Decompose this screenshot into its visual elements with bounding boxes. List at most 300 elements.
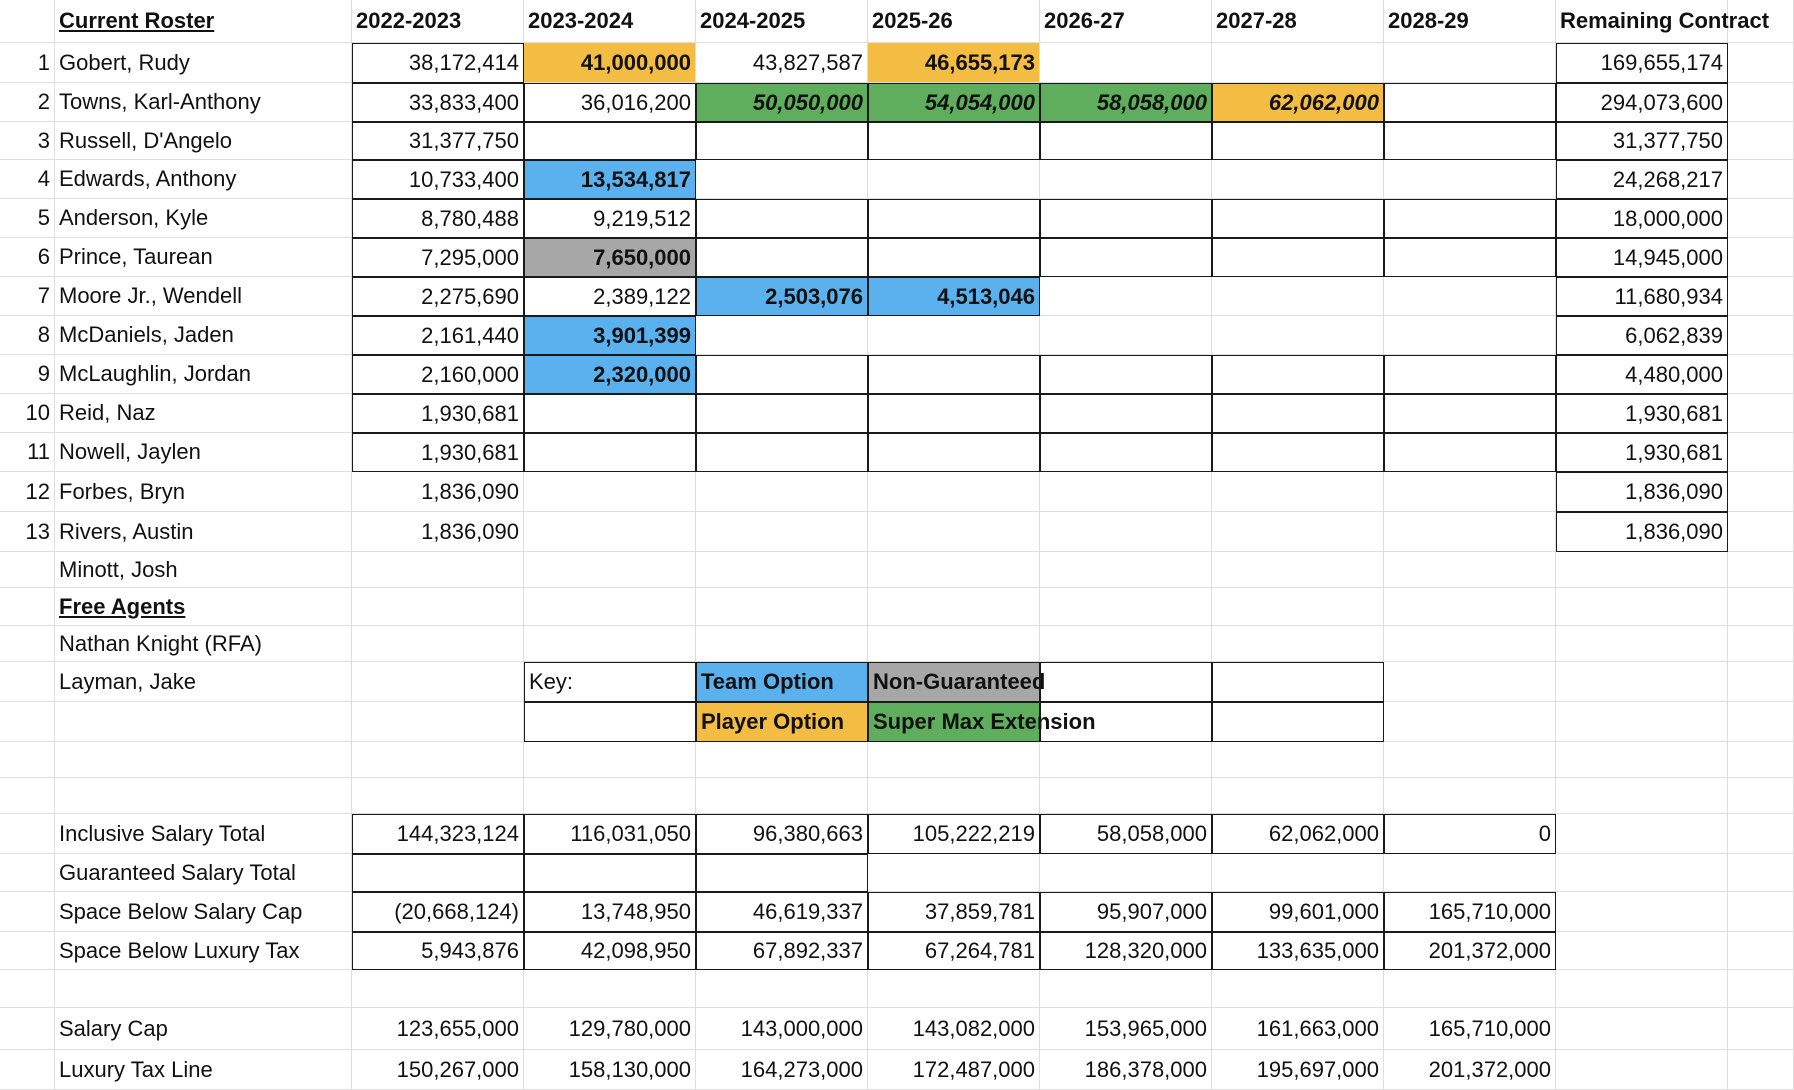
salary-cell[interactable] bbox=[1212, 355, 1384, 394]
grid-cell[interactable] bbox=[1728, 626, 1794, 662]
grid-cell[interactable] bbox=[1040, 626, 1212, 662]
grid-cell[interactable] bbox=[352, 970, 524, 1008]
grid-cell[interactable] bbox=[1728, 394, 1794, 433]
cap-label[interactable]: Luxury Tax Line bbox=[55, 1050, 352, 1090]
totals-value[interactable]: 67,264,781 bbox=[868, 932, 1040, 970]
totals-value[interactable]: 62,062,000 bbox=[1212, 814, 1384, 854]
remaining-contract-cell[interactable]: 24,268,217 bbox=[1556, 160, 1728, 199]
salary-cell[interactable] bbox=[1040, 316, 1212, 355]
grid-cell[interactable] bbox=[1384, 702, 1556, 742]
totals-value[interactable] bbox=[524, 854, 696, 892]
salary-cell[interactable]: 58,058,000 bbox=[1040, 83, 1212, 122]
grid-cell[interactable] bbox=[1556, 662, 1728, 702]
salary-cell[interactable] bbox=[696, 122, 868, 160]
grid-cell[interactable] bbox=[1556, 626, 1728, 662]
salary-cell[interactable] bbox=[1040, 355, 1212, 394]
salary-cell[interactable] bbox=[1040, 122, 1212, 160]
grid-cell[interactable] bbox=[1384, 742, 1556, 778]
grid-cell[interactable] bbox=[1728, 932, 1794, 970]
grid-cell[interactable] bbox=[1728, 778, 1794, 814]
salary-cell[interactable] bbox=[868, 394, 1040, 433]
totals-label[interactable]: Guaranteed Salary Total bbox=[55, 854, 352, 892]
grid-cell[interactable] bbox=[1728, 43, 1794, 83]
totals-value[interactable] bbox=[696, 854, 868, 892]
grid-cell[interactable] bbox=[1384, 626, 1556, 662]
salary-cell[interactable]: 2,275,690 bbox=[352, 277, 524, 316]
salary-cell[interactable] bbox=[524, 512, 696, 552]
grid-cell[interactable] bbox=[1212, 626, 1384, 662]
cap-value[interactable]: 172,487,000 bbox=[868, 1050, 1040, 1090]
grid-cell[interactable] bbox=[868, 742, 1040, 778]
grid-cell[interactable] bbox=[1384, 588, 1556, 626]
grid-cell[interactable] bbox=[1728, 472, 1794, 512]
column-header[interactable]: Remaining Contract bbox=[1556, 0, 1728, 43]
grid-cell[interactable] bbox=[0, 0, 55, 43]
totals-value[interactable]: 13,748,950 bbox=[524, 892, 696, 932]
row-number[interactable]: 2 bbox=[0, 83, 55, 122]
totals-value[interactable]: 5,943,876 bbox=[352, 932, 524, 970]
salary-cell[interactable] bbox=[1040, 512, 1212, 552]
column-header[interactable]: 2022-2023 bbox=[352, 0, 524, 43]
salary-cell[interactable]: 8,780,488 bbox=[352, 199, 524, 238]
salary-cell[interactable] bbox=[1040, 433, 1212, 472]
player-name[interactable]: Nathan Knight (RFA) bbox=[55, 626, 352, 662]
cap-label[interactable]: Salary Cap bbox=[55, 1008, 352, 1050]
salary-cell[interactable] bbox=[1040, 160, 1212, 199]
grid-cell[interactable] bbox=[1212, 552, 1384, 588]
salary-cell[interactable] bbox=[868, 160, 1040, 199]
grid-cell[interactable] bbox=[696, 588, 868, 626]
grid-cell[interactable] bbox=[0, 588, 55, 626]
salary-cell[interactable] bbox=[868, 355, 1040, 394]
grid-cell[interactable] bbox=[524, 552, 696, 588]
salary-cell[interactable] bbox=[1384, 199, 1556, 238]
grid-cell[interactable] bbox=[352, 662, 524, 702]
grid-cell[interactable] bbox=[0, 742, 55, 778]
grid-cell[interactable] bbox=[1728, 1050, 1794, 1090]
salary-cell[interactable]: 33,833,400 bbox=[352, 83, 524, 122]
totals-label[interactable]: Space Below Salary Cap bbox=[55, 892, 352, 932]
totals-value[interactable]: 58,058,000 bbox=[1040, 814, 1212, 854]
grid-cell[interactable] bbox=[868, 588, 1040, 626]
salary-cell[interactable]: 43,827,587 bbox=[696, 43, 868, 83]
player-name[interactable]: Prince, Taurean bbox=[55, 238, 352, 277]
salary-cell[interactable] bbox=[1040, 43, 1212, 83]
totals-value[interactable] bbox=[1384, 854, 1556, 892]
player-name[interactable]: Moore Jr., Wendell bbox=[55, 277, 352, 316]
grid-cell[interactable] bbox=[1556, 814, 1728, 854]
grid-cell[interactable] bbox=[1556, 932, 1728, 970]
salary-cell[interactable] bbox=[1384, 122, 1556, 160]
salary-cell[interactable]: 1,836,090 bbox=[352, 472, 524, 512]
grid-cell[interactable] bbox=[0, 970, 55, 1008]
salary-cell[interactable] bbox=[868, 512, 1040, 552]
row-number[interactable]: 9 bbox=[0, 355, 55, 394]
grid-cell[interactable] bbox=[1384, 970, 1556, 1008]
grid-cell[interactable] bbox=[352, 588, 524, 626]
player-name[interactable]: Nowell, Jaylen bbox=[55, 433, 352, 472]
column-header[interactable]: 2026-27 bbox=[1040, 0, 1212, 43]
column-header[interactable]: 2023-2024 bbox=[524, 0, 696, 43]
salary-cell[interactable] bbox=[1384, 472, 1556, 512]
cap-value[interactable]: 123,655,000 bbox=[352, 1008, 524, 1050]
row-number[interactable]: 11 bbox=[0, 433, 55, 472]
key-empty-cell[interactable] bbox=[1212, 662, 1384, 702]
totals-value[interactable] bbox=[1040, 854, 1212, 892]
grid-cell[interactable] bbox=[1728, 316, 1794, 355]
grid-cell[interactable] bbox=[1556, 702, 1728, 742]
player-name[interactable]: Forbes, Bryn bbox=[55, 472, 352, 512]
salary-cell[interactable]: 1,930,681 bbox=[352, 433, 524, 472]
salary-cell[interactable] bbox=[1040, 277, 1212, 316]
totals-value[interactable]: 165,710,000 bbox=[1384, 892, 1556, 932]
salary-cell[interactable] bbox=[868, 238, 1040, 277]
salary-cell[interactable]: 4,513,046 bbox=[868, 277, 1040, 316]
grid-cell[interactable] bbox=[1212, 778, 1384, 814]
grid-cell[interactable] bbox=[1040, 970, 1212, 1008]
grid-cell[interactable] bbox=[1556, 892, 1728, 932]
salary-cell[interactable]: 2,503,076 bbox=[696, 277, 868, 316]
grid-cell[interactable] bbox=[524, 588, 696, 626]
column-header[interactable]: 2027-28 bbox=[1212, 0, 1384, 43]
grid-cell[interactable] bbox=[1556, 778, 1728, 814]
player-name[interactable]: Gobert, Rudy bbox=[55, 43, 352, 83]
salary-cell[interactable] bbox=[1212, 238, 1384, 277]
grid-cell[interactable] bbox=[1212, 588, 1384, 626]
salary-cell[interactable] bbox=[696, 199, 868, 238]
player-name[interactable]: Minott, Josh bbox=[55, 552, 352, 588]
cap-value[interactable]: 158,130,000 bbox=[524, 1050, 696, 1090]
key-empty-cell[interactable] bbox=[524, 702, 696, 742]
totals-value[interactable]: (20,668,124) bbox=[352, 892, 524, 932]
row-number[interactable]: 3 bbox=[0, 122, 55, 160]
totals-value[interactable] bbox=[1212, 854, 1384, 892]
salary-cell[interactable]: 46,655,173 bbox=[868, 43, 1040, 83]
grid-cell[interactable] bbox=[1728, 970, 1794, 1008]
remaining-contract-cell[interactable]: 1,930,681 bbox=[1556, 433, 1728, 472]
totals-value[interactable]: 128,320,000 bbox=[1040, 932, 1212, 970]
grid-cell[interactable] bbox=[0, 1008, 55, 1050]
salary-cell[interactable] bbox=[1384, 433, 1556, 472]
salary-cell[interactable] bbox=[1212, 512, 1384, 552]
totals-value[interactable] bbox=[352, 854, 524, 892]
salary-cell[interactable] bbox=[1040, 238, 1212, 277]
grid-cell[interactable] bbox=[696, 552, 868, 588]
player-name[interactable]: Russell, D'Angelo bbox=[55, 122, 352, 160]
remaining-contract-cell[interactable]: 18,000,000 bbox=[1556, 199, 1728, 238]
grid-cell[interactable] bbox=[524, 778, 696, 814]
salary-cell[interactable]: 7,650,000 bbox=[524, 238, 696, 277]
salary-cell[interactable] bbox=[524, 122, 696, 160]
row-number[interactable]: 6 bbox=[0, 238, 55, 277]
salary-cell[interactable] bbox=[524, 472, 696, 512]
totals-value[interactable]: 37,859,781 bbox=[868, 892, 1040, 932]
key-empty-cell[interactable] bbox=[1212, 702, 1384, 742]
salary-cell[interactable] bbox=[1384, 277, 1556, 316]
salary-cell[interactable]: 10,733,400 bbox=[352, 160, 524, 199]
remaining-contract-cell[interactable]: 1,836,090 bbox=[1556, 512, 1728, 552]
salary-cell[interactable]: 36,016,200 bbox=[524, 83, 696, 122]
grid-cell[interactable] bbox=[352, 626, 524, 662]
salary-cell[interactable] bbox=[696, 472, 868, 512]
remaining-contract-cell[interactable]: 1,930,681 bbox=[1556, 394, 1728, 433]
salary-cell[interactable] bbox=[868, 433, 1040, 472]
grid-cell[interactable] bbox=[524, 970, 696, 1008]
totals-label[interactable]: Space Below Luxury Tax bbox=[55, 932, 352, 970]
grid-cell[interactable] bbox=[0, 626, 55, 662]
grid-cell[interactable] bbox=[868, 626, 1040, 662]
totals-value[interactable]: 201,372,000 bbox=[1384, 932, 1556, 970]
grid-cell[interactable] bbox=[1728, 355, 1794, 394]
column-header[interactable]: 2028-29 bbox=[1384, 0, 1556, 43]
grid-cell[interactable] bbox=[868, 970, 1040, 1008]
salary-cell[interactable] bbox=[1212, 43, 1384, 83]
remaining-contract-cell[interactable]: 11,680,934 bbox=[1556, 277, 1728, 316]
cap-value[interactable]: 186,378,000 bbox=[1040, 1050, 1212, 1090]
remaining-contract-cell[interactable]: 6,062,839 bbox=[1556, 316, 1728, 355]
salary-cell[interactable] bbox=[524, 394, 696, 433]
cap-value[interactable]: 129,780,000 bbox=[524, 1008, 696, 1050]
grid-cell[interactable] bbox=[1384, 662, 1556, 702]
grid-cell[interactable] bbox=[1040, 588, 1212, 626]
salary-cell[interactable]: 2,389,122 bbox=[524, 277, 696, 316]
salary-cell[interactable] bbox=[1212, 122, 1384, 160]
grid-cell[interactable] bbox=[0, 1050, 55, 1090]
player-name[interactable]: Anderson, Kyle bbox=[55, 199, 352, 238]
totals-value[interactable]: 133,635,000 bbox=[1212, 932, 1384, 970]
salary-cell[interactable] bbox=[1384, 43, 1556, 83]
salary-cell[interactable]: 9,219,512 bbox=[524, 199, 696, 238]
salary-cell[interactable] bbox=[1384, 394, 1556, 433]
column-header[interactable]: 2025-26 bbox=[868, 0, 1040, 43]
salary-cell[interactable]: 7,295,000 bbox=[352, 238, 524, 277]
totals-value[interactable]: 105,222,219 bbox=[868, 814, 1040, 854]
free-agents-heading[interactable]: Free Agents bbox=[55, 588, 352, 626]
grid-cell[interactable] bbox=[55, 970, 352, 1008]
totals-value[interactable] bbox=[868, 854, 1040, 892]
grid-cell[interactable] bbox=[868, 552, 1040, 588]
salary-cell[interactable] bbox=[1384, 160, 1556, 199]
grid-cell[interactable] bbox=[352, 742, 524, 778]
cap-value[interactable]: 150,267,000 bbox=[352, 1050, 524, 1090]
key-empty-cell[interactable] bbox=[1040, 662, 1212, 702]
player-name[interactable]: McLaughlin, Jordan bbox=[55, 355, 352, 394]
grid-cell[interactable] bbox=[1384, 778, 1556, 814]
salary-cell[interactable]: 38,172,414 bbox=[352, 43, 524, 83]
grid-cell[interactable] bbox=[1728, 1008, 1794, 1050]
salary-cell[interactable]: 54,054,000 bbox=[868, 83, 1040, 122]
cap-value[interactable]: 153,965,000 bbox=[1040, 1008, 1212, 1050]
grid-cell[interactable] bbox=[1728, 662, 1794, 702]
grid-cell[interactable] bbox=[1556, 854, 1728, 892]
player-name[interactable]: Reid, Naz bbox=[55, 394, 352, 433]
salary-cell[interactable] bbox=[1212, 160, 1384, 199]
grid-cell[interactable] bbox=[868, 778, 1040, 814]
cap-value[interactable]: 143,082,000 bbox=[868, 1008, 1040, 1050]
grid-cell[interactable] bbox=[1728, 433, 1794, 472]
cap-value[interactable]: 161,663,000 bbox=[1212, 1008, 1384, 1050]
totals-label[interactable]: Inclusive Salary Total bbox=[55, 814, 352, 854]
grid-cell[interactable] bbox=[0, 662, 55, 702]
salary-cell[interactable] bbox=[868, 199, 1040, 238]
grid-cell[interactable] bbox=[352, 552, 524, 588]
grid-cell[interactable] bbox=[1728, 238, 1794, 277]
salary-cell[interactable] bbox=[1040, 472, 1212, 512]
grid-cell[interactable] bbox=[0, 854, 55, 892]
cap-value[interactable]: 201,372,000 bbox=[1384, 1050, 1556, 1090]
remaining-contract-cell[interactable]: 169,655,174 bbox=[1556, 43, 1728, 83]
grid-cell[interactable] bbox=[0, 702, 55, 742]
grid-cell[interactable] bbox=[1040, 552, 1212, 588]
grid-cell[interactable] bbox=[1556, 552, 1728, 588]
cap-value[interactable]: 143,000,000 bbox=[696, 1008, 868, 1050]
grid-cell[interactable] bbox=[1728, 814, 1794, 854]
salary-cell[interactable] bbox=[696, 394, 868, 433]
totals-value[interactable]: 99,601,000 bbox=[1212, 892, 1384, 932]
grid-cell[interactable] bbox=[1728, 588, 1794, 626]
grid-cell[interactable] bbox=[1728, 854, 1794, 892]
player-name[interactable]: Layman, Jake bbox=[55, 662, 352, 702]
grid-cell[interactable] bbox=[696, 970, 868, 1008]
row-number[interactable]: 5 bbox=[0, 199, 55, 238]
cap-value[interactable]: 164,273,000 bbox=[696, 1050, 868, 1090]
salary-cell[interactable]: 62,062,000 bbox=[1212, 83, 1384, 122]
row-number[interactable]: 10 bbox=[0, 394, 55, 433]
salary-cell[interactable] bbox=[1384, 83, 1556, 122]
grid-cell[interactable] bbox=[1728, 742, 1794, 778]
grid-cell[interactable] bbox=[1728, 512, 1794, 552]
totals-value[interactable]: 95,907,000 bbox=[1040, 892, 1212, 932]
salary-cell[interactable]: 3,901,399 bbox=[524, 316, 696, 355]
cap-value[interactable]: 165,710,000 bbox=[1384, 1008, 1556, 1050]
salary-cell[interactable]: 2,161,440 bbox=[352, 316, 524, 355]
salary-cell[interactable]: 2,320,000 bbox=[524, 355, 696, 394]
grid-cell[interactable] bbox=[1384, 552, 1556, 588]
grid-cell[interactable] bbox=[1728, 122, 1794, 160]
row-number[interactable]: 12 bbox=[0, 472, 55, 512]
grid-cell[interactable] bbox=[1556, 742, 1728, 778]
totals-value[interactable]: 46,619,337 bbox=[696, 892, 868, 932]
grid-cell[interactable] bbox=[1556, 588, 1728, 626]
grid-cell[interactable] bbox=[696, 778, 868, 814]
grid-cell[interactable] bbox=[1728, 83, 1794, 122]
grid-cell[interactable] bbox=[352, 702, 524, 742]
header-current-roster[interactable]: Current Roster bbox=[55, 0, 352, 43]
key-non-guaranteed[interactable]: Non-Guaranteed bbox=[868, 662, 1040, 702]
salary-cell[interactable] bbox=[524, 433, 696, 472]
totals-value[interactable]: 67,892,337 bbox=[696, 932, 868, 970]
salary-cell[interactable] bbox=[1212, 433, 1384, 472]
remaining-contract-cell[interactable]: 4,480,000 bbox=[1556, 355, 1728, 394]
grid-cell[interactable] bbox=[1556, 1008, 1728, 1050]
totals-value[interactable]: 0 bbox=[1384, 814, 1556, 854]
column-header[interactable]: 2024-2025 bbox=[696, 0, 868, 43]
grid-cell[interactable] bbox=[1728, 552, 1794, 588]
salary-cell[interactable] bbox=[1212, 199, 1384, 238]
key-empty-cell[interactable] bbox=[1040, 702, 1212, 742]
salary-cell[interactable] bbox=[1040, 199, 1212, 238]
salary-cell[interactable] bbox=[1384, 238, 1556, 277]
remaining-contract-cell[interactable]: 14,945,000 bbox=[1556, 238, 1728, 277]
key-label[interactable]: Key: bbox=[524, 662, 696, 702]
salary-cell[interactable]: 50,050,000 bbox=[696, 83, 868, 122]
salary-cell[interactable] bbox=[1384, 512, 1556, 552]
row-number[interactable]: 8 bbox=[0, 316, 55, 355]
salary-cell[interactable] bbox=[868, 316, 1040, 355]
grid-cell[interactable] bbox=[0, 814, 55, 854]
salary-cell[interactable] bbox=[696, 512, 868, 552]
key-player-option[interactable]: Player Option bbox=[696, 702, 868, 742]
salary-cell[interactable]: 2,160,000 bbox=[352, 355, 524, 394]
salary-cell[interactable] bbox=[1212, 394, 1384, 433]
grid-cell[interactable] bbox=[352, 778, 524, 814]
salary-cell[interactable] bbox=[696, 160, 868, 199]
grid-cell[interactable] bbox=[55, 702, 352, 742]
salary-cell[interactable]: 1,930,681 bbox=[352, 394, 524, 433]
remaining-contract-cell[interactable]: 294,073,600 bbox=[1556, 83, 1728, 122]
grid-cell[interactable] bbox=[1556, 1050, 1728, 1090]
grid-cell[interactable] bbox=[524, 742, 696, 778]
grid-cell[interactable] bbox=[0, 552, 55, 588]
salary-cell[interactable] bbox=[1040, 394, 1212, 433]
player-name[interactable]: Rivers, Austin bbox=[55, 512, 352, 552]
salary-cell[interactable]: 41,000,000 bbox=[524, 43, 696, 83]
row-number[interactable]: 1 bbox=[0, 43, 55, 83]
salary-cell[interactable]: 31,377,750 bbox=[352, 122, 524, 160]
totals-value[interactable]: 144,323,124 bbox=[352, 814, 524, 854]
salary-cell[interactable] bbox=[868, 472, 1040, 512]
salary-cell[interactable] bbox=[696, 433, 868, 472]
salary-cell[interactable] bbox=[696, 238, 868, 277]
cap-value[interactable]: 195,697,000 bbox=[1212, 1050, 1384, 1090]
salary-cell[interactable] bbox=[1212, 316, 1384, 355]
grid-cell[interactable] bbox=[1728, 277, 1794, 316]
grid-cell[interactable] bbox=[1728, 199, 1794, 238]
grid-cell[interactable] bbox=[1556, 970, 1728, 1008]
salary-cell[interactable] bbox=[868, 122, 1040, 160]
grid-cell[interactable] bbox=[696, 742, 868, 778]
grid-cell[interactable] bbox=[55, 778, 352, 814]
grid-cell[interactable] bbox=[1040, 742, 1212, 778]
totals-value[interactable]: 42,098,950 bbox=[524, 932, 696, 970]
key-super-max[interactable]: Super Max Extension bbox=[868, 702, 1040, 742]
grid-cell[interactable] bbox=[1728, 702, 1794, 742]
grid-cell[interactable] bbox=[55, 742, 352, 778]
player-name[interactable]: Towns, Karl-Anthony bbox=[55, 83, 352, 122]
player-name[interactable]: McDaniels, Jaden bbox=[55, 316, 352, 355]
row-number[interactable]: 4 bbox=[0, 160, 55, 199]
grid-cell[interactable] bbox=[696, 626, 868, 662]
remaining-contract-cell[interactable]: 1,836,090 bbox=[1556, 472, 1728, 512]
grid-cell[interactable] bbox=[0, 932, 55, 970]
salary-cell[interactable]: 1,836,090 bbox=[352, 512, 524, 552]
grid-cell[interactable] bbox=[1728, 892, 1794, 932]
salary-cell[interactable] bbox=[1384, 355, 1556, 394]
salary-cell[interactable]: 13,534,817 bbox=[524, 160, 696, 199]
grid-cell[interactable] bbox=[0, 892, 55, 932]
key-team-option[interactable]: Team Option bbox=[696, 662, 868, 702]
grid-cell[interactable] bbox=[1728, 160, 1794, 199]
grid-cell[interactable] bbox=[524, 626, 696, 662]
row-number[interactable]: 13 bbox=[0, 512, 55, 552]
grid-cell[interactable] bbox=[1040, 778, 1212, 814]
salary-cell[interactable] bbox=[696, 355, 868, 394]
grid-cell[interactable] bbox=[0, 778, 55, 814]
grid-cell[interactable] bbox=[1212, 742, 1384, 778]
salary-cell[interactable] bbox=[1212, 472, 1384, 512]
player-name[interactable]: Edwards, Anthony bbox=[55, 160, 352, 199]
salary-cell[interactable] bbox=[1212, 277, 1384, 316]
